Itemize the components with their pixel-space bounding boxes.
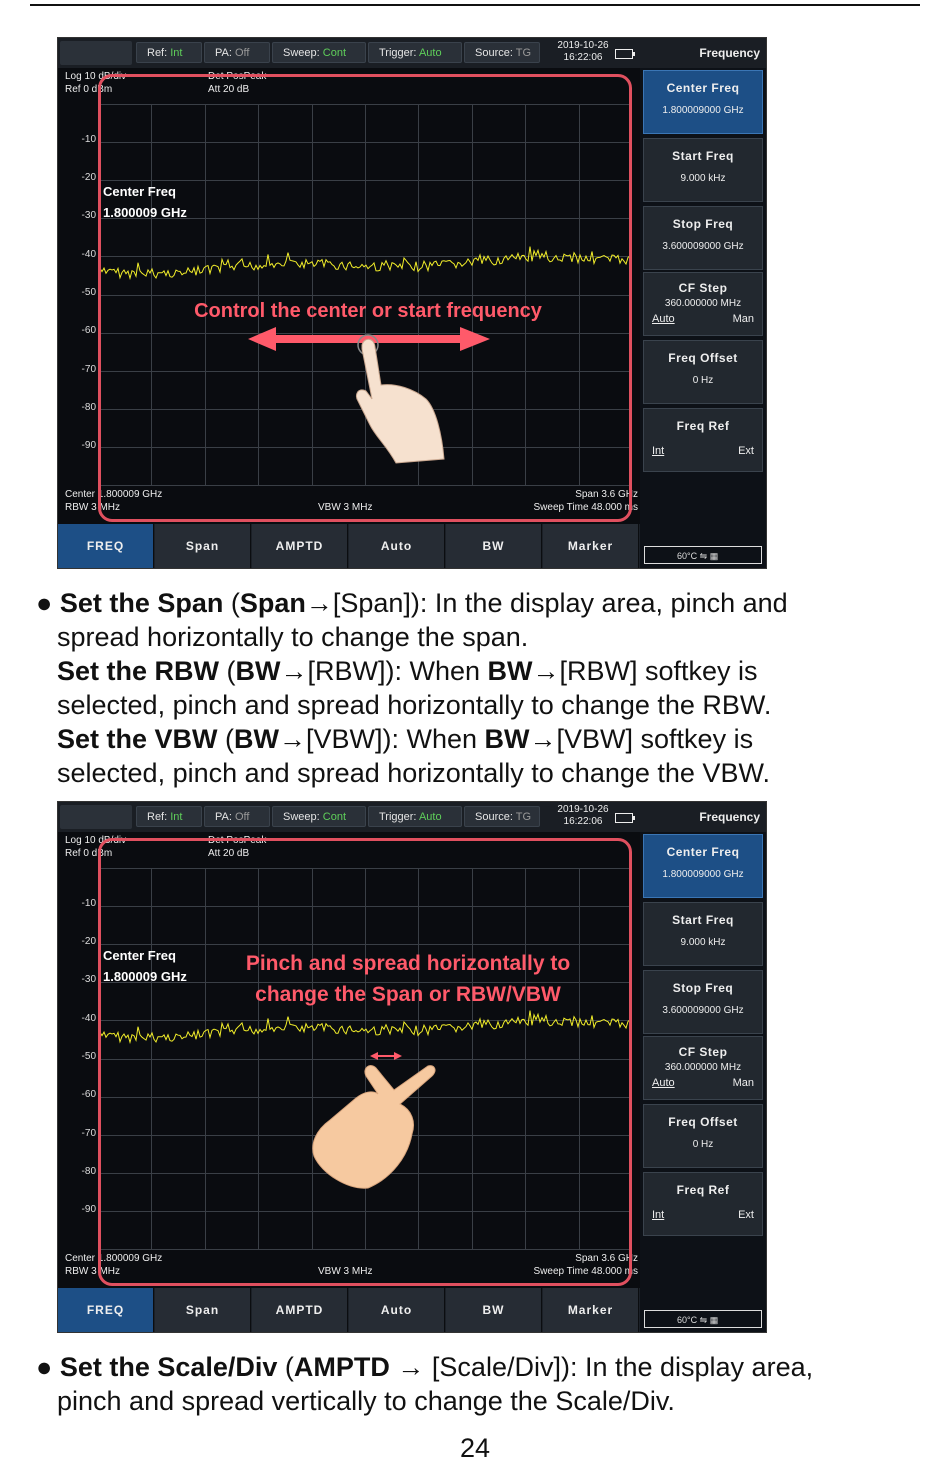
tab-freq[interactable]: FREQ xyxy=(58,1288,154,1332)
network-icon: ▦ xyxy=(709,1315,719,1325)
sweep-indicator[interactable]: Sweep: Cont xyxy=(272,806,366,827)
system-status xyxy=(644,1310,762,1328)
softkey-freq-ref[interactable]: Freq Ref Int Ext xyxy=(643,1172,763,1236)
center-rbw-info: Center 1.800009 GHz RBW 3 MHz xyxy=(65,1253,163,1277)
softkey-center-freq[interactable]: Center Freq 1.800009000 GHz xyxy=(643,70,763,134)
analyzer-screenshot-1 xyxy=(57,37,767,569)
y-tick: -60 xyxy=(81,1089,96,1100)
y-tick: -10 xyxy=(81,898,96,909)
swipe-gesture-icon xyxy=(246,325,496,465)
gesture-callout: Control the center or start frequency xyxy=(194,300,542,322)
y-tick: -60 xyxy=(81,325,96,336)
softkey-start-freq[interactable]: Start Freq 9.000 kHz xyxy=(643,138,763,202)
softkey-center-freq[interactable]: Center Freq 1.800009000 GHz xyxy=(643,834,763,898)
span-rbw-vbw-instructions: ● Set the Span (Span→[Span]): In the display area, pinch and spread horizontally to change the span. Set the RBW (BW→[RBW]): When BW→[RBW] softkey is selected, pinch and spread horizontally to change the RBW. Set the VBW (BW→[VBW]): When BW→[VBW] softkey is selected, pinch and spread horizontally to change the VBW. xyxy=(36,588,788,788)
page-number: 24 xyxy=(459,1433,491,1463)
softkey-panel xyxy=(640,802,766,1332)
logo-slot xyxy=(60,805,132,829)
y-tick: -70 xyxy=(81,1128,96,1139)
top-rule xyxy=(30,4,920,6)
y-tick: -40 xyxy=(81,1013,96,1024)
y-tick: -40 xyxy=(81,249,96,260)
y-tick: -20 xyxy=(81,172,96,183)
y-tick: -80 xyxy=(81,1166,96,1177)
center-freq-overlay: Center Freq 1.800009 GHz xyxy=(103,184,187,220)
vbw-info: VBW 3 MHz xyxy=(318,502,373,513)
sweep-indicator[interactable]: Sweep: Cont xyxy=(272,42,366,63)
temperature: 60°C xyxy=(677,1315,698,1325)
softkey-stop-freq[interactable]: Stop Freq 3.600009000 GHz xyxy=(643,970,763,1034)
datetime: 2019-10-26 16:22:06 xyxy=(557,40,609,63)
pinch-gesture-icon xyxy=(308,1052,448,1192)
analyzer-screenshot-2 xyxy=(57,801,767,1333)
tab-span[interactable]: Span xyxy=(155,524,251,568)
softkey-freq-ref[interactable]: Freq Ref Int Ext xyxy=(643,408,763,472)
scale-info: Log 10 dB/div Ref 0 dBm xyxy=(65,835,127,859)
status-bar xyxy=(58,38,640,68)
softkey-cf-step[interactable]: CF Step 360.000000 MHz Auto Man xyxy=(643,1036,763,1100)
tab-auto[interactable]: Auto xyxy=(349,1288,445,1332)
softkey-cf-step[interactable]: CF Step 360.000000 MHz Auto Man xyxy=(643,272,763,336)
scale-info: Log 10 dB/div Ref 0 dBm xyxy=(65,71,127,95)
pa-indicator[interactable]: PA: Off xyxy=(204,806,270,827)
y-tick: -20 xyxy=(81,936,96,947)
y-tick: -10 xyxy=(81,134,96,145)
usb-icon: ⇋ xyxy=(699,1315,708,1325)
menu-title: Frequency xyxy=(640,38,766,68)
y-tick: -50 xyxy=(81,287,96,298)
detector-info: Det PosPeak Att 20 dB xyxy=(208,71,267,95)
function-tabs xyxy=(58,1288,640,1332)
gesture-callout: Pinch and spread horizontally to change the Span or RBW/VBW xyxy=(245,952,571,1006)
center-rbw-info: Center 1.800009 GHz RBW 3 MHz xyxy=(65,489,163,513)
pa-indicator[interactable]: PA: Off xyxy=(204,42,270,63)
function-tabs xyxy=(58,524,640,568)
softkey-freq-offset[interactable]: Freq Offset 0 Hz xyxy=(643,340,763,404)
detector-info: Det PosPeak Att 20 dB xyxy=(208,835,267,859)
tab-freq[interactable]: FREQ xyxy=(58,524,154,568)
tab-bw[interactable]: BW xyxy=(446,524,542,568)
ref-indicator[interactable]: Ref: Int xyxy=(136,806,202,827)
temperature: 60°C xyxy=(677,551,698,561)
tab-auto[interactable]: Auto xyxy=(349,524,445,568)
source-indicator[interactable]: Source: TG xyxy=(464,806,540,827)
battery-icon xyxy=(615,49,633,59)
y-tick: -70 xyxy=(81,364,96,375)
span-sweep-info: Span 3.6 GHz Sweep Time 48.000 ms xyxy=(533,489,638,513)
span-sweep-info: Span 3.6 GHz Sweep Time 48.000 ms xyxy=(533,1253,638,1277)
y-tick: -50 xyxy=(81,1051,96,1062)
scale-div-instructions: ● Set the Scale/Div (AMPTD → [Scale/Div]): In the display area, pinch and spread vertically to change the Scale/Div. xyxy=(36,1352,814,1416)
vbw-info: VBW 3 MHz xyxy=(318,1266,373,1277)
datetime: 2019-10-26 16:22:06 xyxy=(557,804,609,827)
trigger-indicator[interactable]: Trigger: Auto xyxy=(368,42,462,63)
y-tick: -90 xyxy=(81,1204,96,1215)
source-indicator[interactable]: Source: TG xyxy=(464,42,540,63)
tab-marker[interactable]: Marker xyxy=(543,524,639,568)
tab-amptd[interactable]: AMPTD xyxy=(252,524,348,568)
trigger-indicator[interactable]: Trigger: Auto xyxy=(368,806,462,827)
softkey-start-freq[interactable]: Start Freq 9.000 kHz xyxy=(643,902,763,966)
logo-slot xyxy=(60,41,132,65)
tab-marker[interactable]: Marker xyxy=(543,1288,639,1332)
center-freq-overlay: Center Freq 1.800009 GHz xyxy=(103,948,187,984)
usb-icon: ⇋ xyxy=(699,551,708,561)
system-status xyxy=(644,546,762,564)
y-tick: -90 xyxy=(81,440,96,451)
tab-bw[interactable]: BW xyxy=(446,1288,542,1332)
y-tick: -30 xyxy=(81,210,96,221)
tab-span[interactable]: Span xyxy=(155,1288,251,1332)
ref-indicator[interactable]: Ref: Int xyxy=(136,42,202,63)
tab-amptd[interactable]: AMPTD xyxy=(252,1288,348,1332)
softkey-panel xyxy=(640,38,766,568)
softkey-freq-offset[interactable]: Freq Offset 0 Hz xyxy=(643,1104,763,1168)
y-tick: -80 xyxy=(81,402,96,413)
battery-icon xyxy=(615,813,633,823)
status-bar xyxy=(58,802,640,832)
menu-title: Frequency xyxy=(640,802,766,832)
network-icon: ▦ xyxy=(709,551,719,561)
softkey-stop-freq[interactable]: Stop Freq 3.600009000 GHz xyxy=(643,206,763,270)
y-tick: -30 xyxy=(81,974,96,985)
